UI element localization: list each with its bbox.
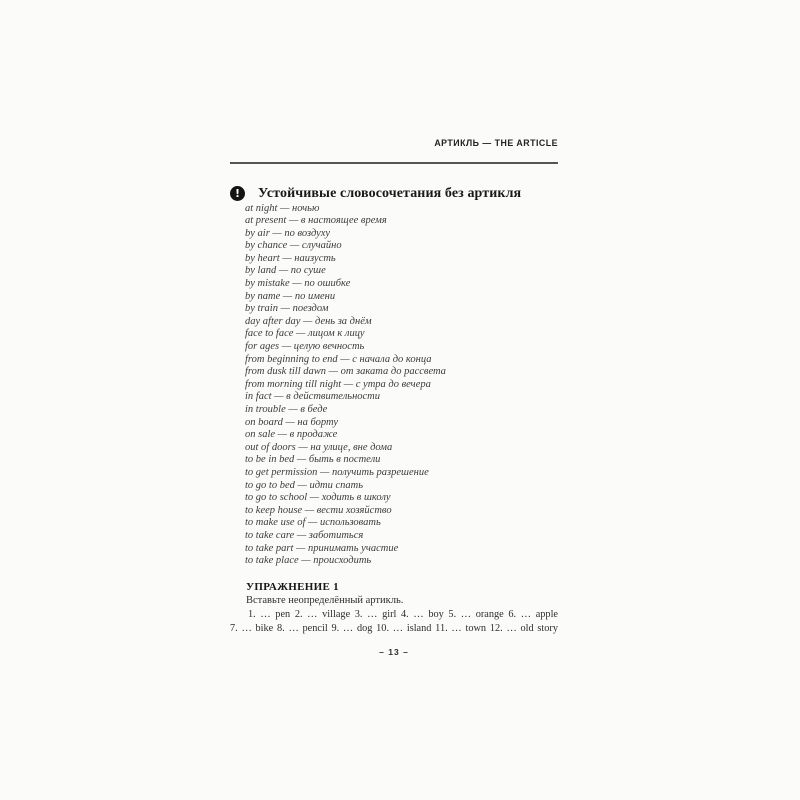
phrase-item (245, 366, 558, 379)
phrase-ru: ночью (291, 202, 320, 214)
phrase-separator: — (307, 492, 322, 504)
phrase-en: for ages (245, 341, 280, 353)
phrase-en: day after day (245, 315, 301, 327)
phrase-item (245, 480, 558, 493)
phrase-item (245, 228, 558, 241)
phrase-ru: по имени (294, 290, 336, 302)
phrase-separator: — (277, 202, 292, 214)
running-head: АРТИКЛЬ — THE ARTICLE (434, 138, 558, 148)
phrase-item (245, 240, 558, 253)
phrase-ru: с утра до вечера (355, 378, 431, 390)
phrase-separator: — (279, 341, 294, 353)
phrase-separator: — (282, 416, 298, 428)
phrase-ru: в настоящее время (300, 215, 387, 227)
exercise-items-line2: 7. … bike 8. … pencil 9. … dog 10. … island 11. … town 12. … old story (230, 622, 558, 634)
phrase-item (245, 454, 558, 467)
phrase-en: face to face (245, 328, 294, 340)
phrase-item (245, 429, 558, 442)
phrase-separator: — (337, 353, 353, 365)
phrase-item (245, 341, 558, 354)
phrase-ru: по суше (290, 265, 326, 277)
phrase-en: by chance (245, 240, 288, 252)
phrase-item (245, 467, 558, 480)
phrase-item (245, 555, 558, 568)
phrase-separator: — (276, 265, 291, 277)
phrase-separator: — (275, 429, 290, 441)
phrase-en: to get permission (245, 466, 318, 478)
phrase-en: on sale (245, 429, 276, 441)
phrase-ru: в действительности (286, 391, 381, 403)
phrase-ru: использовать (319, 517, 381, 529)
phrase-ru: ходить в школу (321, 492, 391, 504)
phrase-item (245, 442, 558, 455)
phrase-separator: — (300, 315, 315, 327)
phrase-item (245, 543, 558, 556)
phrase-en: out of doors (245, 441, 296, 453)
section-title: Устойчивые словосочетания без артикля (258, 185, 522, 201)
phrase-ru: по ошибке (304, 278, 351, 290)
phrase-en: by name (245, 290, 281, 302)
phrase-item (245, 379, 558, 392)
phrase-ru: принимать участие (308, 542, 399, 554)
phrase-item (245, 530, 558, 543)
phrase-item (245, 253, 558, 266)
phrase-item (245, 417, 558, 430)
phrase-separator: — (271, 391, 287, 403)
phrase-list (245, 203, 558, 568)
exercise-title: УПРАЖНЕНИЕ 1 (246, 580, 339, 593)
phrase-item (245, 328, 558, 341)
phrase-separator: — (287, 240, 302, 252)
phrase-item (245, 391, 558, 404)
phrase-separator: — (277, 303, 293, 315)
page-content (230, 138, 558, 636)
phrase-item (245, 265, 558, 278)
phrase-ru: поездом (292, 303, 329, 315)
phrase-en: to make use of (245, 517, 306, 529)
phrase-ru: в продаже (289, 429, 338, 441)
phrase-en: at night (245, 202, 278, 214)
phrase-ru: идти спать (309, 479, 364, 491)
phrase-separator: — (294, 454, 309, 466)
phrase-en: to be in bed (245, 454, 295, 466)
phrase-item (245, 215, 558, 228)
phrase-en: to go to bed (245, 479, 295, 491)
phrase-ru: лицом к лицу (308, 328, 365, 340)
phrase-item (245, 492, 558, 505)
phrase-separator: — (294, 529, 309, 541)
phrase-separator: — (285, 404, 301, 415)
phrase-separator: — (302, 504, 317, 516)
phrase-item (245, 316, 558, 329)
phrase-separator: — (280, 290, 295, 302)
phrase-item (245, 354, 558, 367)
phrase-ru: с начала до конца (352, 353, 432, 365)
phrase-en: to take part (245, 542, 294, 554)
phrase-ru: вести хозяйство (316, 504, 392, 516)
phrase-en: by land (245, 265, 277, 277)
phrase-separator: — (326, 366, 341, 378)
phrase-separator: — (341, 378, 356, 390)
phrase-ru: день за днём (315, 315, 372, 327)
phrase-en: to keep house (245, 504, 303, 516)
phrase-item (245, 291, 558, 304)
exclamation-circle-icon: ! (230, 186, 245, 201)
phrase-ru: наизусть (294, 252, 336, 264)
phrase-separator: — (269, 227, 285, 239)
phrase-en: by mistake (245, 278, 290, 290)
phrase-ru: на борту (297, 416, 338, 428)
phrase-en: on board (245, 416, 283, 428)
phrase-en: by train (245, 303, 278, 315)
phrase-en: at present (245, 215, 287, 227)
phrase-item (245, 203, 558, 216)
phrase-ru: по воздуху (284, 227, 331, 239)
phrase-en: in trouble (245, 404, 286, 415)
phrase-en: by heart (245, 252, 280, 264)
page-number: – 13 – (379, 647, 409, 657)
phrase-separator: — (305, 517, 320, 529)
phrase-separator: — (294, 479, 310, 491)
phrase-separator: — (295, 441, 311, 453)
phrase-separator: — (317, 466, 332, 478)
phrase-item (245, 303, 558, 316)
phrase-en: from dusk till dawn (245, 366, 326, 378)
section-heading (230, 186, 558, 201)
phrase-en: to take care (245, 529, 295, 541)
phrase-item (245, 505, 558, 518)
phrase-separator: — (293, 542, 309, 554)
phrase-en: from beginning to end (245, 353, 338, 365)
header-rule (230, 162, 558, 164)
phrase-separator: — (293, 328, 308, 340)
phrase-separator: — (286, 215, 301, 227)
phrase-item (245, 404, 558, 417)
phrase-en: from morning till night (245, 378, 342, 390)
phrase-ru: от заката до рассвета (340, 366, 446, 378)
phrase-en: by air (245, 227, 270, 239)
phrase-ru: в беде (300, 404, 328, 415)
phrase-en: in fact (245, 391, 272, 403)
phrase-item (245, 517, 558, 530)
phrase-separator: — (289, 278, 305, 290)
phrase-separator: — (298, 555, 314, 567)
phrase-ru: на улице, вне дома (310, 441, 393, 453)
phrase-ru: получить разрешение (331, 466, 429, 478)
phrase-en: to take place (245, 555, 299, 567)
phrase-ru: происходить (313, 555, 372, 567)
phrase-en: to go to school (245, 492, 308, 504)
phrase-ru: целую вечность (293, 341, 365, 353)
phrase-separator: — (279, 252, 295, 264)
exercise-items-line1: 1. … pen 2. … village 3. … girl 4. … boy 5. … orange 6. … apple (248, 608, 558, 620)
phrase-ru: быть в постели (308, 454, 381, 466)
phrase-ru: заботиться (308, 529, 364, 541)
phrase-item (245, 278, 558, 291)
phrase-ru: случайно (301, 240, 342, 252)
exercise-instruction: Вставьте неопределённый артикль. (246, 594, 404, 606)
